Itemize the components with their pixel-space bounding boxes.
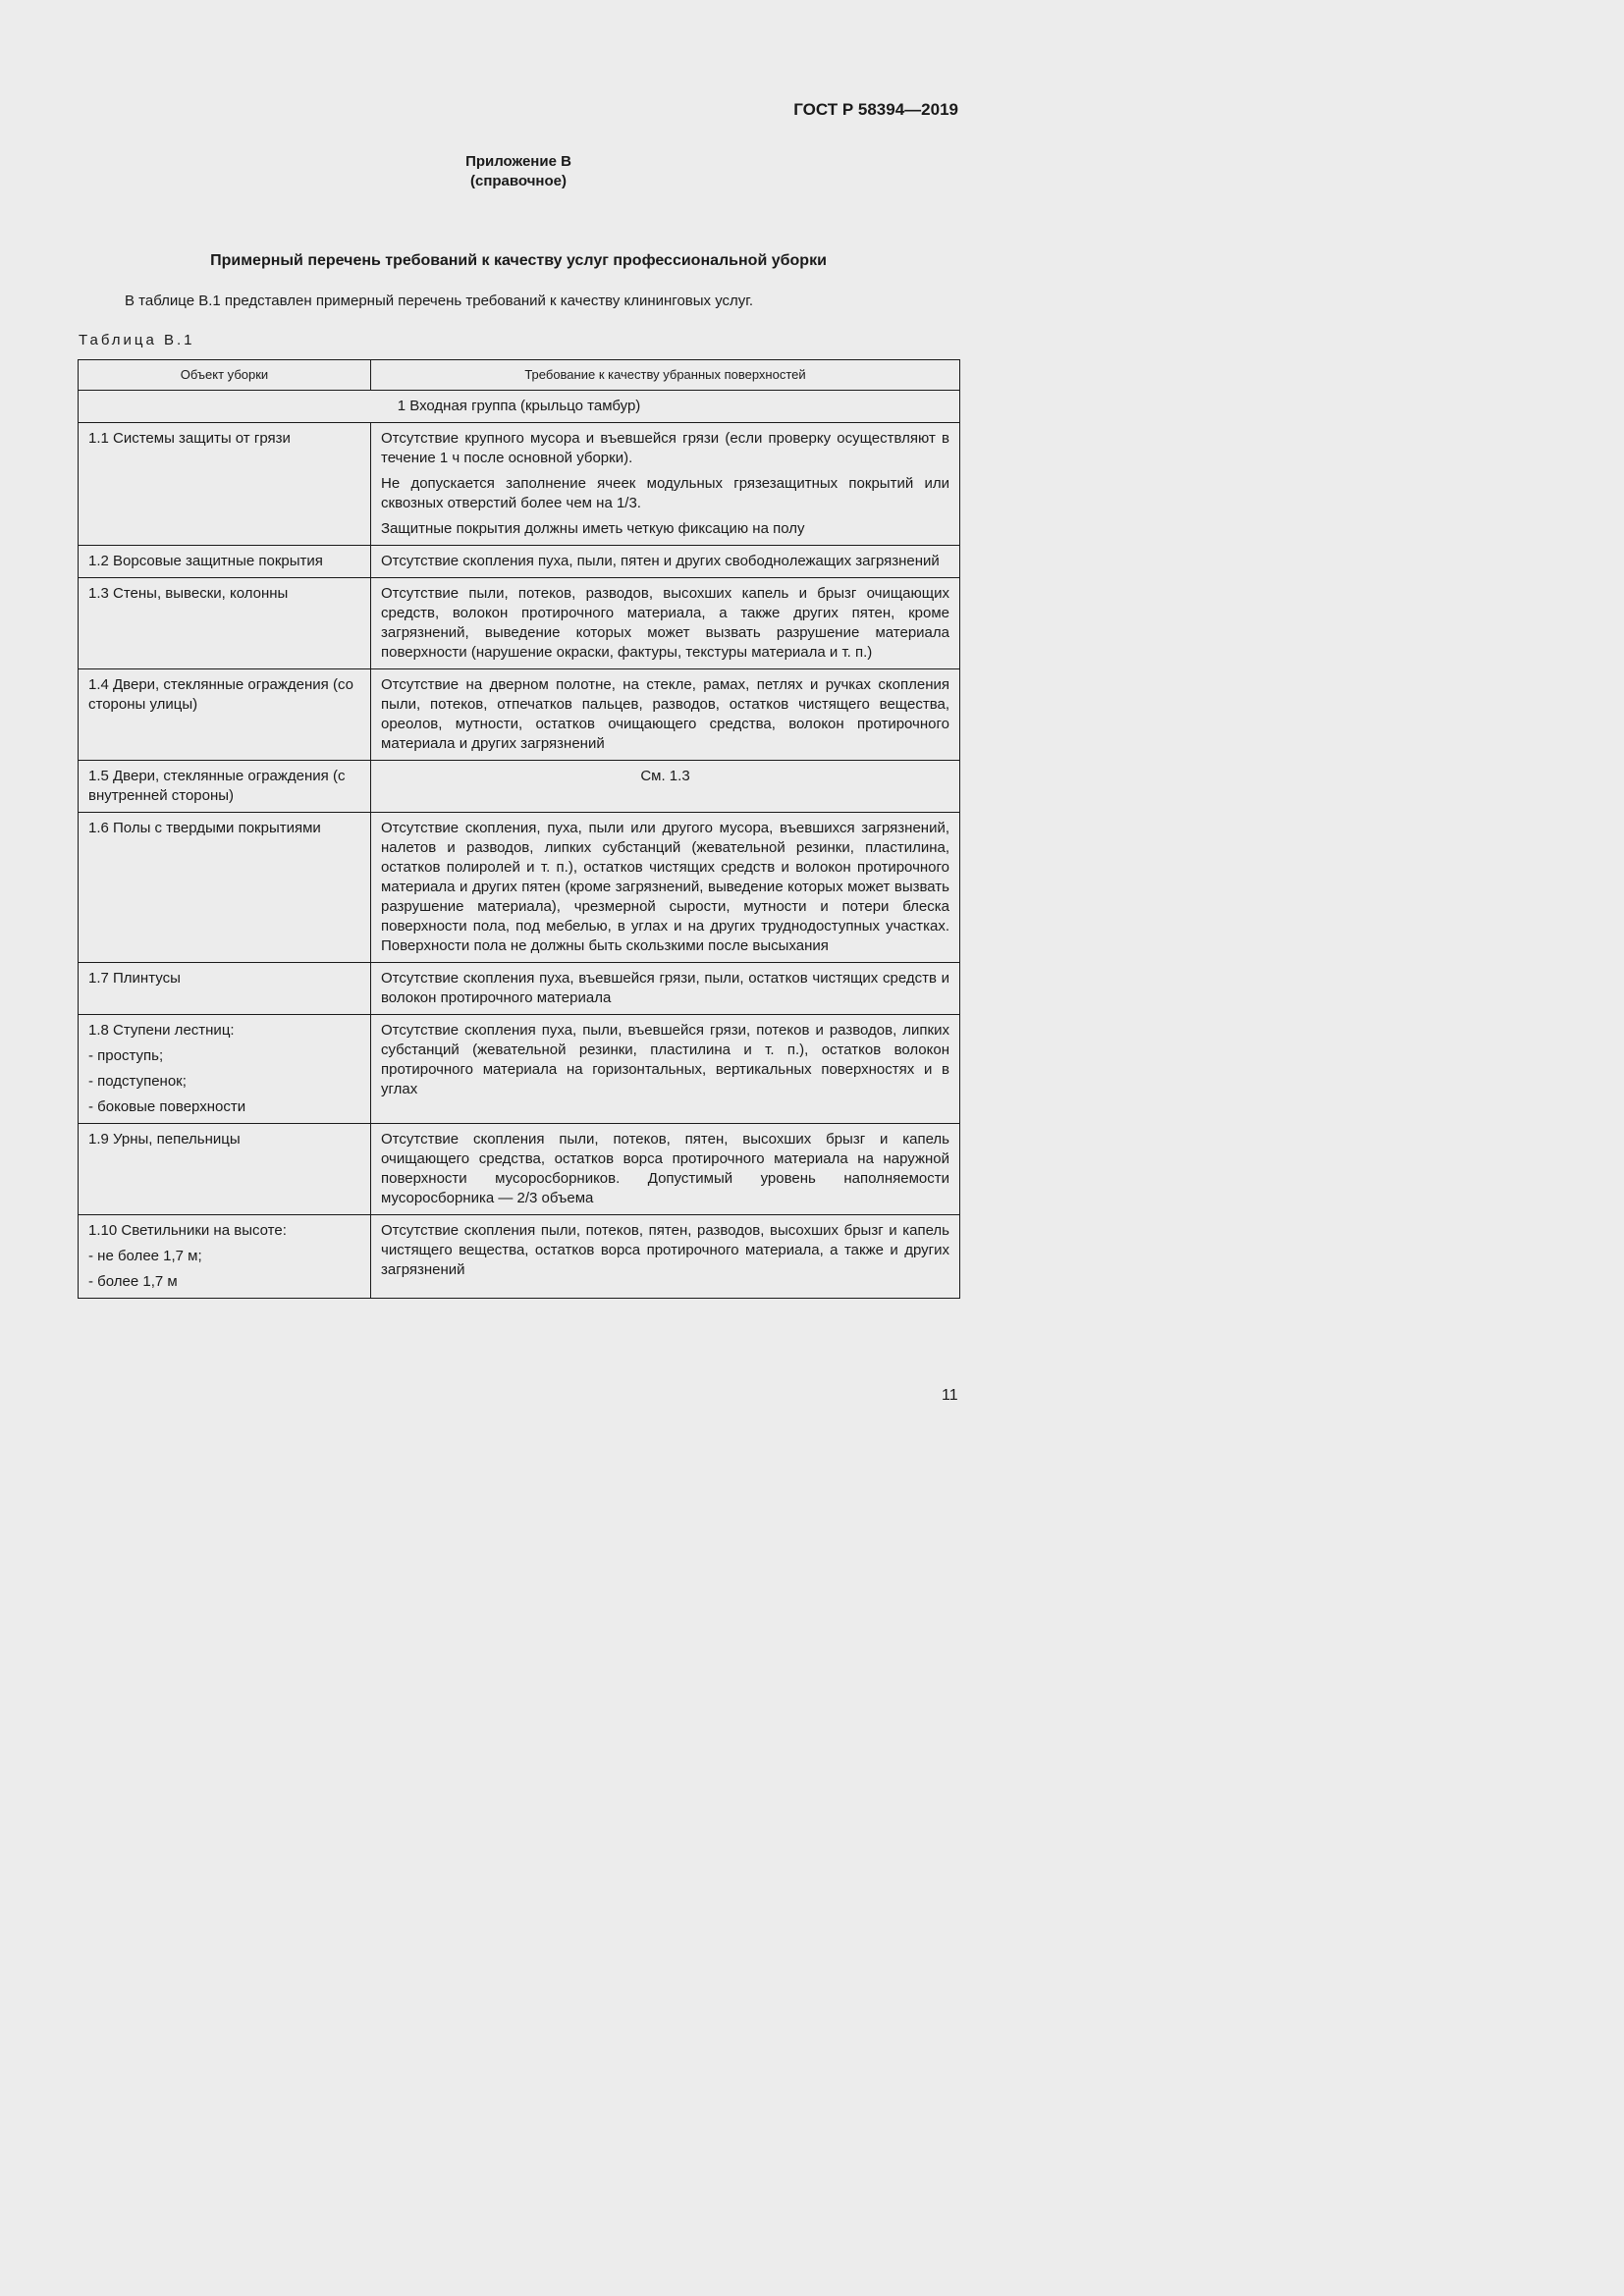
table-row [79, 1124, 960, 1215]
requirement-cell: Отсутствие скопления пыли, потеков, пятен, высохших брызг и капель очищающего средства, остатков ворса протирочного материала на наружной поверхности мусоросборников. Допустимый уровень наполняемости мусоросборника — 2/3 объема [371, 1124, 960, 1215]
object-cell: 1.4 Двери, стеклянные ограждения (со стороны улицы) [79, 669, 371, 761]
table-row [79, 669, 960, 761]
requirement-paragraph: Отсутствие крупного мусора и въевшейся грязи (если проверку осуществляют в течение 1 ч после основной уборки). [381, 430, 949, 466]
requirement-cell: Отсутствие скопления, пуха, пыли или другого мусора, въевшихся загрязнений, налетов и разводов, липких субстанций (жевательной резинки, пластилина, остатков полиролей и т. п.), остатков чистящих средств и волокон протирочного материала и других пятен (кроме загрязнений, выведение которых может вызвать разрушение материала), чрезмерной сырости, мутности и потери блеска поверхности пола, под мебелью, в углах и на других труднодоступных участках. Поверхности пола не должны быть скользкими после высыхания [371, 813, 960, 963]
object-list-item: - подступенок; [88, 1073, 187, 1090]
document-code: ГОСТ Р 58394—2019 [793, 100, 958, 119]
table-row [79, 546, 960, 578]
section-title: Примерный перечень требований к качеству услуг профессиональной уборки [210, 252, 827, 269]
object-title: 1.10 Светильники на высоте: [88, 1222, 287, 1239]
object-cell [79, 1215, 371, 1299]
column-header-object: Объект уборки [79, 360, 371, 391]
requirement-cell: См. 1.3 [371, 761, 960, 813]
table-row [79, 578, 960, 669]
requirement-cell: Отсутствие скопления пуха, пыли, въевшейся грязи, потеков и разводов, липких субстанций (жевательной резинки, пластилина и т. п.), остатков волокон протирочного материала на горизонтальных, вертикальных поверхностях и в углах [371, 1015, 960, 1124]
requirement-cell: Отсутствие скопления пуха, пыли, пятен и других свободнолежащих загрязнений [371, 546, 960, 578]
table-row [79, 1215, 960, 1299]
column-header-requirement: Требование к качеству убранных поверхностей [371, 360, 960, 391]
group-title: 1 Входная группа (крыльцо тамбур) [79, 391, 960, 423]
table-header-row [79, 360, 960, 391]
requirement-cell: Отсутствие пыли, потеков, разводов, высохших капель и брызг очищающих средств, волокон протирочного материала, а также других пятен, кроме загрязнений, выведение которых может вызвать разрушение материала поверхности (нарушение окраски, фактуры, текстуры материала и т. п.) [371, 578, 960, 669]
table-row [79, 963, 960, 1015]
requirement-cell [371, 423, 960, 546]
requirement-cell: Отсутствие скопления пуха, въевшейся грязи, пыли, остатков чистящих средств и волокон протирочного материала [371, 963, 960, 1015]
object-list-item: - боковые поверхности [88, 1098, 246, 1115]
object-cell: 1.5 Двери, стеклянные ограждения (с внутренней стороны) [79, 761, 371, 813]
table-group-row [79, 391, 960, 423]
requirement-cell: Отсутствие на дверном полотне, на стекле, рамах, петлях и ручках скопления пыли, потеков, отпечатков пальцев, разводов, остатков чистящего вещества, ореолов, мутности, остатков очищающего средства, волокон протирочного материала и других загрязнений [371, 669, 960, 761]
object-cell: 1.7 Плинтусы [79, 963, 371, 1015]
requirement-paragraph: Защитные покрытия должны иметь четкую фиксацию на полу [381, 520, 805, 537]
object-title: 1.8 Ступени лестниц: [88, 1022, 235, 1039]
table-row [79, 1015, 960, 1124]
table-row [79, 761, 960, 813]
object-list-item: - проступь; [88, 1047, 164, 1064]
object-cell: 1.3 Стены, вывески, колонны [79, 578, 371, 669]
object-cell: 1.6 Полы с твердыми покрытиями [79, 813, 371, 963]
table-row [79, 813, 960, 963]
table-caption: Таблица В.1 [79, 332, 195, 348]
requirements-table [78, 359, 960, 1299]
table-row [79, 423, 960, 546]
intro-paragraph: В таблице В.1 представлен примерный перечень требований к качеству клининговых услуг. [125, 293, 754, 309]
object-list-item: - более 1,7 м [88, 1273, 178, 1290]
requirement-paragraph: Не допускается заполнение ячеек модульных грязезащитных покрытий или сквозных отверстий более чем на 1/3. [381, 475, 949, 511]
appendix-title: Приложение В [465, 153, 571, 170]
object-cell: 1.1 Системы защиты от грязи [79, 423, 371, 546]
page-number: 11 [942, 1387, 958, 1404]
object-cell [79, 1015, 371, 1124]
appendix-heading [0, 152, 1037, 191]
object-cell: 1.9 Урны, пепельницы [79, 1124, 371, 1215]
object-cell: 1.2 Ворсовые защитные покрытия [79, 546, 371, 578]
requirement-cell: Отсутствие скопления пыли, потеков, пятен, разводов, высохших брызг и капель чистящего вещества, остатков ворса протирочного материала, а также и других загрязнений [371, 1215, 960, 1299]
appendix-subtitle: (справочное) [470, 173, 567, 189]
object-list-item: - не более 1,7 м; [88, 1248, 202, 1264]
